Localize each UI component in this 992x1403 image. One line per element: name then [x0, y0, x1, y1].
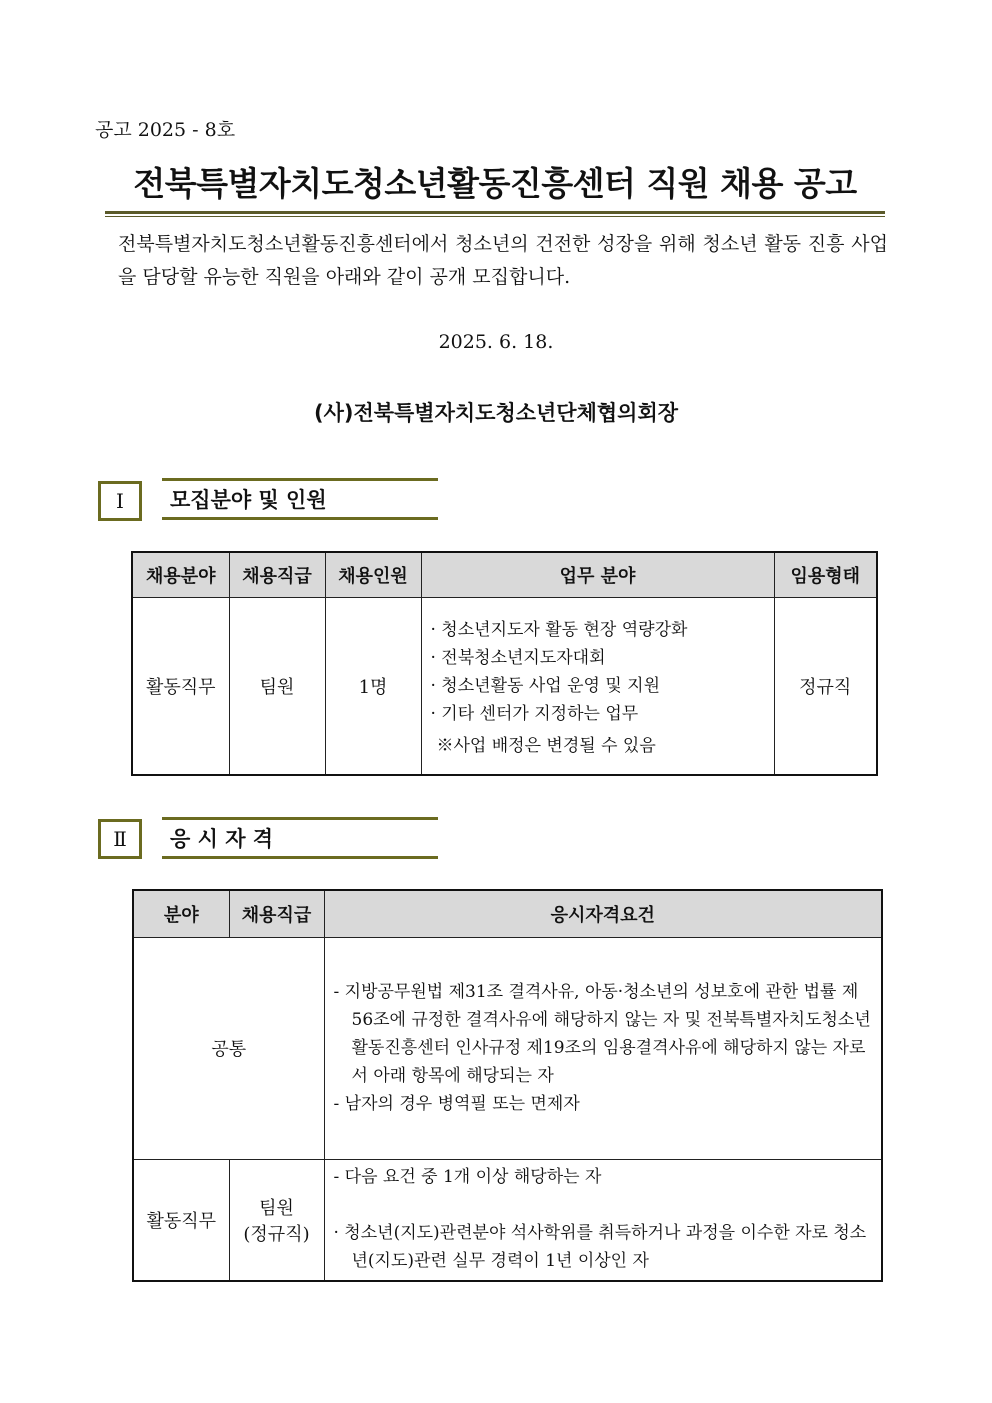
duty-note: ※사업 배정은 변경될 수 있음 — [436, 735, 656, 756]
cell-field: 활동직무 — [132, 597, 229, 775]
eligibility-table — [132, 889, 883, 1282]
header-rank: 채용직급 — [229, 552, 325, 597]
notice-number: 공고 2025 - 8호 — [95, 119, 236, 141]
page-title: 전북특별자치도청소년활동진흥센터 직원 채용 공고 — [133, 164, 857, 203]
cell-common-label: 공통 — [133, 937, 324, 1159]
header-rank: 채용직급 — [229, 890, 324, 937]
cell-common-requirements — [324, 937, 882, 1159]
duty-item: · 청소년활동 사업 운영 및 지원 — [430, 675, 660, 696]
cell-count: 1명 — [325, 597, 421, 775]
duty-item: · 기타 센터가 지정하는 업무 — [430, 703, 639, 724]
activity-requirements — [326, 1161, 881, 1275]
rank-label: 팀원 — [259, 1197, 294, 1219]
header-employment-type: 임용형태 — [774, 552, 877, 597]
duty-item: · 청소년지도자 활동 현장 역량강화 — [430, 619, 688, 640]
header-duties: 업무 분야 — [421, 552, 774, 597]
recruitment-table — [131, 551, 878, 776]
rank-type: (정규직) — [243, 1223, 310, 1245]
requirements-list — [326, 978, 881, 1118]
duty-list — [423, 616, 773, 728]
header-area: 분야 — [133, 890, 229, 937]
requirement-item: - 지방공무원법 제31조 결격사유, 아동·청소년의 성보호에 관한 법률 제56조에 규정한 결격사유에 해당하지 않는 자 및 전북특별자치도청소년활동진흥센터 인사규정 제19조의 임용결격사유에 해당하지 않는 자로서 아래 항목에 해당되는 자 — [333, 982, 871, 1086]
intro-paragraph: 전북특별자치도청소년활동진흥센터에서 청소년의 건전한 성장을 위해 청소년 활동 진흥 사업을 담당할 유능한 직원을 아래와 같이 공개 모집합니다. — [118, 233, 888, 288]
header-field: 채용분야 — [132, 552, 229, 597]
cell-duties — [421, 597, 774, 775]
header-requirements: 응시자격요건 — [324, 890, 882, 937]
requirement-item: - 남자의 경우 병역필 또는 면제자 — [333, 1094, 580, 1114]
notice-date: 2025. 6. 18. — [438, 331, 554, 353]
section1-title: 모집분야 및 인원 — [162, 478, 438, 520]
cell-rank: 팀원 — [229, 597, 325, 775]
cell-employment-type: 정규직 — [774, 597, 877, 775]
title-divider — [105, 211, 885, 214]
section2-number: Ⅱ — [98, 819, 142, 859]
section2-title: 응 시 자 격 — [162, 817, 438, 859]
cell-activity-rank — [229, 1159, 324, 1281]
title-divider-thin — [105, 216, 885, 217]
section1-number: Ⅰ — [98, 481, 142, 521]
requirement-lead: - 다음 요건 중 1개 이상 해당하는 자 — [333, 1166, 602, 1187]
organization-name: (사)전북특별자치도청소년단체협의회장 — [313, 401, 679, 425]
header-count: 채용인원 — [325, 552, 421, 597]
requirement-item: · 청소년(지도)관련분야 석사학위를 취득하거나 과정을 이수한 자로 청소년(지도)관련 실무 경력이 1년 이상인 자 — [333, 1222, 867, 1271]
cell-activity-field: 활동직무 — [133, 1159, 229, 1281]
cell-activity-requirements — [324, 1159, 882, 1281]
duty-item: · 전북청소년지도자대회 — [430, 647, 606, 668]
